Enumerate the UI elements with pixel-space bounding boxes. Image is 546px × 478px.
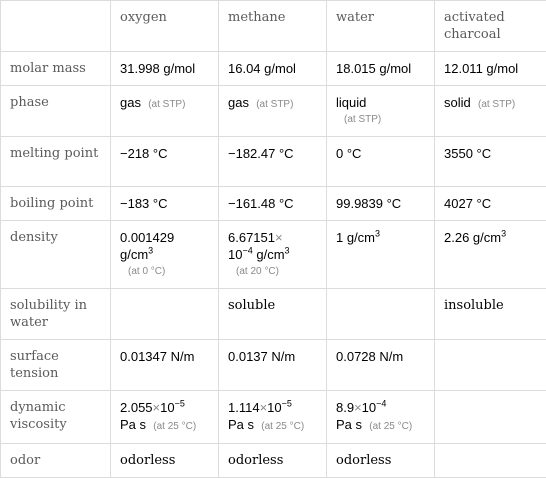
cell-value: odorless bbox=[327, 444, 435, 478]
row-solubility bbox=[1, 289, 546, 340]
column-header-water: water bbox=[327, 1, 435, 52]
cell-value bbox=[435, 340, 546, 391]
cell-value: soluble bbox=[219, 289, 327, 340]
header-row bbox=[1, 1, 546, 52]
cell-value bbox=[327, 391, 435, 444]
value: solid bbox=[444, 95, 471, 110]
cell-value: odorless bbox=[111, 444, 219, 478]
row-label: density bbox=[1, 221, 111, 289]
times-sign: × bbox=[260, 400, 268, 415]
column-header-methane: methane bbox=[219, 1, 327, 52]
row-molar-mass bbox=[1, 52, 546, 86]
row-label: solubility in water bbox=[1, 289, 111, 340]
row-melting-point bbox=[1, 137, 546, 187]
row-surface-tension bbox=[1, 340, 546, 391]
cell-value bbox=[327, 86, 435, 137]
unit: Pa s bbox=[120, 417, 146, 432]
corner-cell bbox=[1, 1, 111, 52]
unit-exponent: 3 bbox=[375, 229, 380, 239]
unit-exponent: 3 bbox=[285, 246, 290, 256]
cell-value: 0.0137 N/m bbox=[219, 340, 327, 391]
unit: Pa s bbox=[228, 417, 254, 432]
condition-note: (at 20 °C) bbox=[228, 263, 317, 280]
cell-value bbox=[111, 86, 219, 137]
condition-note: (at 25 °C) bbox=[369, 421, 412, 432]
row-label: phase bbox=[1, 86, 111, 137]
cell-value bbox=[111, 391, 219, 444]
times-sign: × bbox=[354, 400, 362, 415]
base: 10 bbox=[228, 247, 242, 262]
cell-value: 0.0728 N/m bbox=[327, 340, 435, 391]
mantissa: 2.055 bbox=[120, 400, 153, 415]
base: 10 bbox=[267, 400, 281, 415]
cell-value bbox=[111, 221, 219, 289]
cell-value: 99.9839 °C bbox=[327, 187, 435, 221]
row-label: odor bbox=[1, 444, 111, 478]
mantissa: 8.9 bbox=[336, 400, 354, 415]
cell-value bbox=[435, 221, 546, 289]
row-dynamic-viscosity bbox=[1, 391, 546, 444]
row-phase bbox=[1, 86, 546, 137]
cell-value bbox=[435, 444, 546, 478]
cell-value: 18.015 g/mol bbox=[327, 52, 435, 86]
cell-value: −183 °C bbox=[111, 187, 219, 221]
cell-value bbox=[219, 221, 327, 289]
condition-note: (at 0 °C) bbox=[120, 263, 209, 280]
condition-note: (at 25 °C) bbox=[261, 421, 304, 432]
times-sign: × bbox=[153, 400, 161, 415]
cell-value bbox=[219, 86, 327, 137]
unit-exponent: 3 bbox=[501, 229, 506, 239]
unit: Pa s bbox=[336, 417, 362, 432]
value: gas bbox=[228, 95, 249, 110]
cell-value: −161.48 °C bbox=[219, 187, 327, 221]
cell-value: 0 °C bbox=[327, 137, 435, 187]
row-label: surface tension bbox=[1, 340, 111, 391]
row-label: molar mass bbox=[1, 52, 111, 86]
value: liquid bbox=[336, 95, 366, 110]
cell-value: 12.011 g/mol bbox=[435, 52, 546, 86]
column-header-activated-charcoal: activated charcoal bbox=[435, 1, 546, 52]
cell-value bbox=[435, 86, 546, 137]
unit: g/cm bbox=[256, 247, 284, 262]
cell-value: insoluble bbox=[435, 289, 546, 340]
unit: g/cm bbox=[120, 247, 148, 262]
row-label: melting point bbox=[1, 137, 111, 187]
cell-value bbox=[111, 289, 219, 340]
condition-note: (at STP) bbox=[256, 99, 293, 110]
row-label: dynamic viscosity bbox=[1, 391, 111, 444]
mantissa: 6.67151 bbox=[228, 230, 275, 245]
exponent: −4 bbox=[376, 399, 386, 409]
cell-value: −182.47 °C bbox=[219, 137, 327, 187]
row-odor bbox=[1, 444, 546, 478]
row-label: boiling point bbox=[1, 187, 111, 221]
cell-value bbox=[327, 221, 435, 289]
base: 10 bbox=[362, 400, 376, 415]
cell-value: odorless bbox=[219, 444, 327, 478]
cell-value bbox=[219, 391, 327, 444]
condition-note: (at 25 °C) bbox=[153, 421, 196, 432]
value: 1 g/cm bbox=[336, 230, 375, 245]
row-density bbox=[1, 221, 546, 289]
condition-note: (at STP) bbox=[478, 99, 515, 110]
exponent: −5 bbox=[282, 399, 292, 409]
value: 0.001429 bbox=[120, 230, 174, 245]
base: 10 bbox=[160, 400, 174, 415]
mantissa: 1.114 bbox=[228, 400, 260, 415]
cell-value: 31.998 g/mol bbox=[111, 52, 219, 86]
column-header-oxygen: oxygen bbox=[111, 1, 219, 52]
cell-value bbox=[327, 289, 435, 340]
cell-value: 16.04 g/mol bbox=[219, 52, 327, 86]
value: gas bbox=[120, 95, 141, 110]
value: 2.26 g/cm bbox=[444, 230, 501, 245]
cell-value bbox=[435, 391, 546, 444]
times-sign: × bbox=[275, 230, 283, 245]
condition-note: (at STP) bbox=[148, 99, 185, 110]
row-boiling-point bbox=[1, 187, 546, 221]
cell-value: 0.01347 N/m bbox=[111, 340, 219, 391]
cell-value: −218 °C bbox=[111, 137, 219, 187]
exponent: −4 bbox=[242, 246, 252, 256]
cell-value: 4027 °C bbox=[435, 187, 546, 221]
condition-note: (at STP) bbox=[336, 111, 425, 128]
unit-exponent: 3 bbox=[148, 246, 153, 256]
cell-value: 3550 °C bbox=[435, 137, 546, 187]
exponent: −5 bbox=[175, 399, 185, 409]
